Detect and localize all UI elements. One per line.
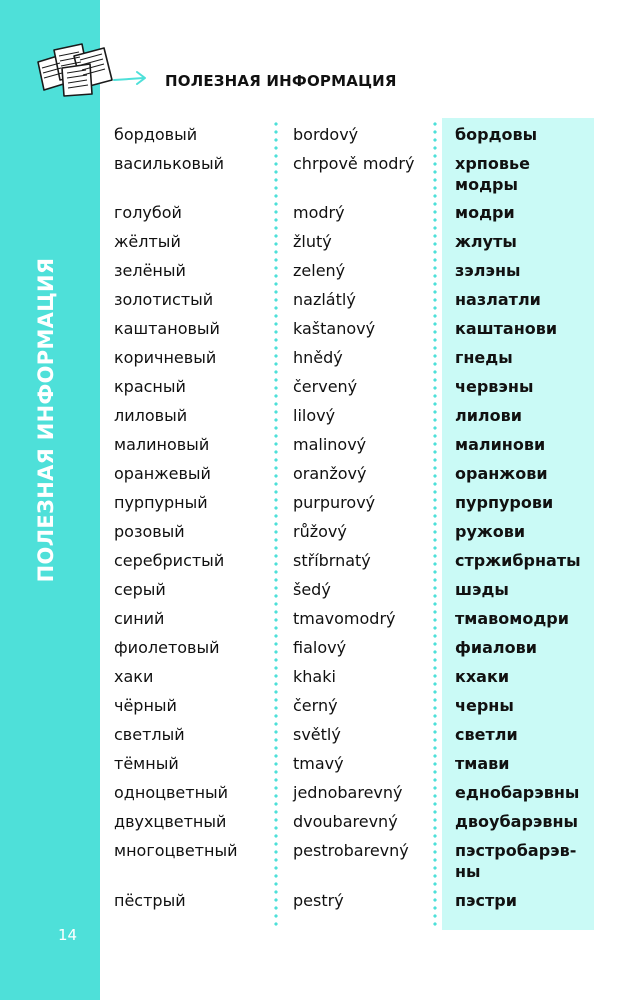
pronunciation: назлатли — [455, 290, 541, 309]
pronunciation: малинови — [455, 435, 546, 454]
pronunciation: черны — [455, 696, 514, 715]
pronunciation: жлуты — [455, 232, 517, 251]
russian-word: оранжевый — [114, 464, 211, 483]
czech-word: dvoubarevný — [293, 812, 398, 831]
pronunciation: еднобарэвны — [455, 783, 580, 802]
pronunciation: тмави — [455, 754, 510, 773]
czech-word: stříbrnatý — [293, 551, 371, 570]
pronunciation: модри — [455, 203, 515, 222]
russian-word: зелёный — [114, 261, 186, 280]
pronunciation: стржибрнаты — [455, 551, 581, 570]
czech-word: růžový — [293, 522, 347, 541]
czech-word: chrpově modrý — [293, 154, 415, 173]
russian-word: голубой — [114, 203, 182, 222]
russian-word: чёрный — [114, 696, 177, 715]
czech-word: modrý — [293, 203, 345, 222]
pronunciation: пэстри — [455, 891, 517, 910]
czech-word: malinový — [293, 435, 367, 454]
pronunciation: оранжови — [455, 464, 548, 483]
pronunciation: червэны — [455, 377, 534, 396]
czech-word: šedý — [293, 580, 331, 599]
russian-word: малиновый — [114, 435, 210, 454]
czech-word: černý — [293, 696, 338, 715]
czech-word: kaštanový — [293, 319, 376, 338]
czech-word: bordový — [293, 125, 359, 144]
czech-word: tmavomodrý — [293, 609, 396, 628]
column-divider-dotted — [433, 120, 437, 928]
czech-word: lilový — [293, 406, 336, 425]
pronunciation: кхаки — [455, 667, 510, 686]
pronunciation: лилови — [455, 406, 522, 425]
pronunciation: двоубарэвны — [455, 812, 579, 831]
czech-word: hnědý — [293, 348, 343, 367]
russian-word: тёмный — [114, 754, 179, 773]
russian-word: каштановый — [114, 319, 220, 338]
scattered-papers-icon — [34, 40, 116, 98]
russian-word: многоцветный — [114, 841, 238, 860]
czech-word: purpurový — [293, 493, 376, 512]
pronunciation: бордовы — [455, 125, 538, 144]
russian-word: красный — [114, 377, 186, 396]
pronunciation: зэлэны — [455, 261, 521, 280]
czech-word: zelený — [293, 261, 346, 280]
czech-word: červený — [293, 377, 358, 396]
czech-word: pestrý — [293, 891, 344, 910]
russian-word: розовый — [114, 522, 185, 541]
pronunciation: пэстробарэв-ны — [455, 841, 577, 881]
czech-word: khaki — [293, 667, 336, 686]
russian-word: бордовый — [114, 125, 198, 144]
russian-word: пёстрый — [114, 891, 186, 910]
czech-word: žlutý — [293, 232, 332, 251]
russian-word: синий — [114, 609, 165, 628]
page-title: ПОЛЕЗНАЯ ИНФОРМАЦИЯ — [165, 72, 397, 90]
czech-word: oranžový — [293, 464, 367, 483]
pronunciation: тмавомодри — [455, 609, 569, 628]
sidebar — [0, 0, 100, 1000]
pronunciation: шэды — [455, 580, 509, 599]
pronunciation: гнеды — [455, 348, 513, 367]
russian-word: фиолетовый — [114, 638, 220, 657]
russian-word: одноцветный — [114, 783, 229, 802]
russian-word: пурпурный — [114, 493, 208, 512]
czech-word: pestrobarevný — [293, 841, 409, 860]
pronunciation: ружови — [455, 522, 526, 541]
czech-word: jednobarevný — [293, 783, 403, 802]
russian-word: жёлтый — [114, 232, 181, 251]
russian-word: хаки — [114, 667, 154, 686]
russian-word: лиловый — [114, 406, 188, 425]
pronunciation: светли — [455, 725, 518, 744]
russian-word: серебристый — [114, 551, 225, 570]
pronunciation: фиалови — [455, 638, 537, 657]
czech-word: světlý — [293, 725, 341, 744]
russian-word: светлый — [114, 725, 185, 744]
czech-word: nazlátlý — [293, 290, 356, 309]
russian-word: коричневый — [114, 348, 217, 367]
russian-word: золотистый — [114, 290, 214, 309]
arrow-right-icon — [112, 66, 148, 90]
page-number: 14 — [58, 926, 78, 944]
russian-word: двухцветный — [114, 812, 227, 831]
pronunciation: пурпурови — [455, 493, 554, 512]
column-divider-dotted — [274, 120, 278, 928]
pronunciation: хрповье модры — [455, 154, 530, 194]
pronunciation: каштанови — [455, 319, 558, 338]
czech-word: fialový — [293, 638, 347, 657]
russian-word: серый — [114, 580, 166, 599]
russian-word: васильковый — [114, 154, 224, 173]
czech-word: tmavý — [293, 754, 344, 773]
sidebar-title: ПОЛЕЗНАЯ ИНФОРМАЦИЯ — [34, 257, 58, 583]
